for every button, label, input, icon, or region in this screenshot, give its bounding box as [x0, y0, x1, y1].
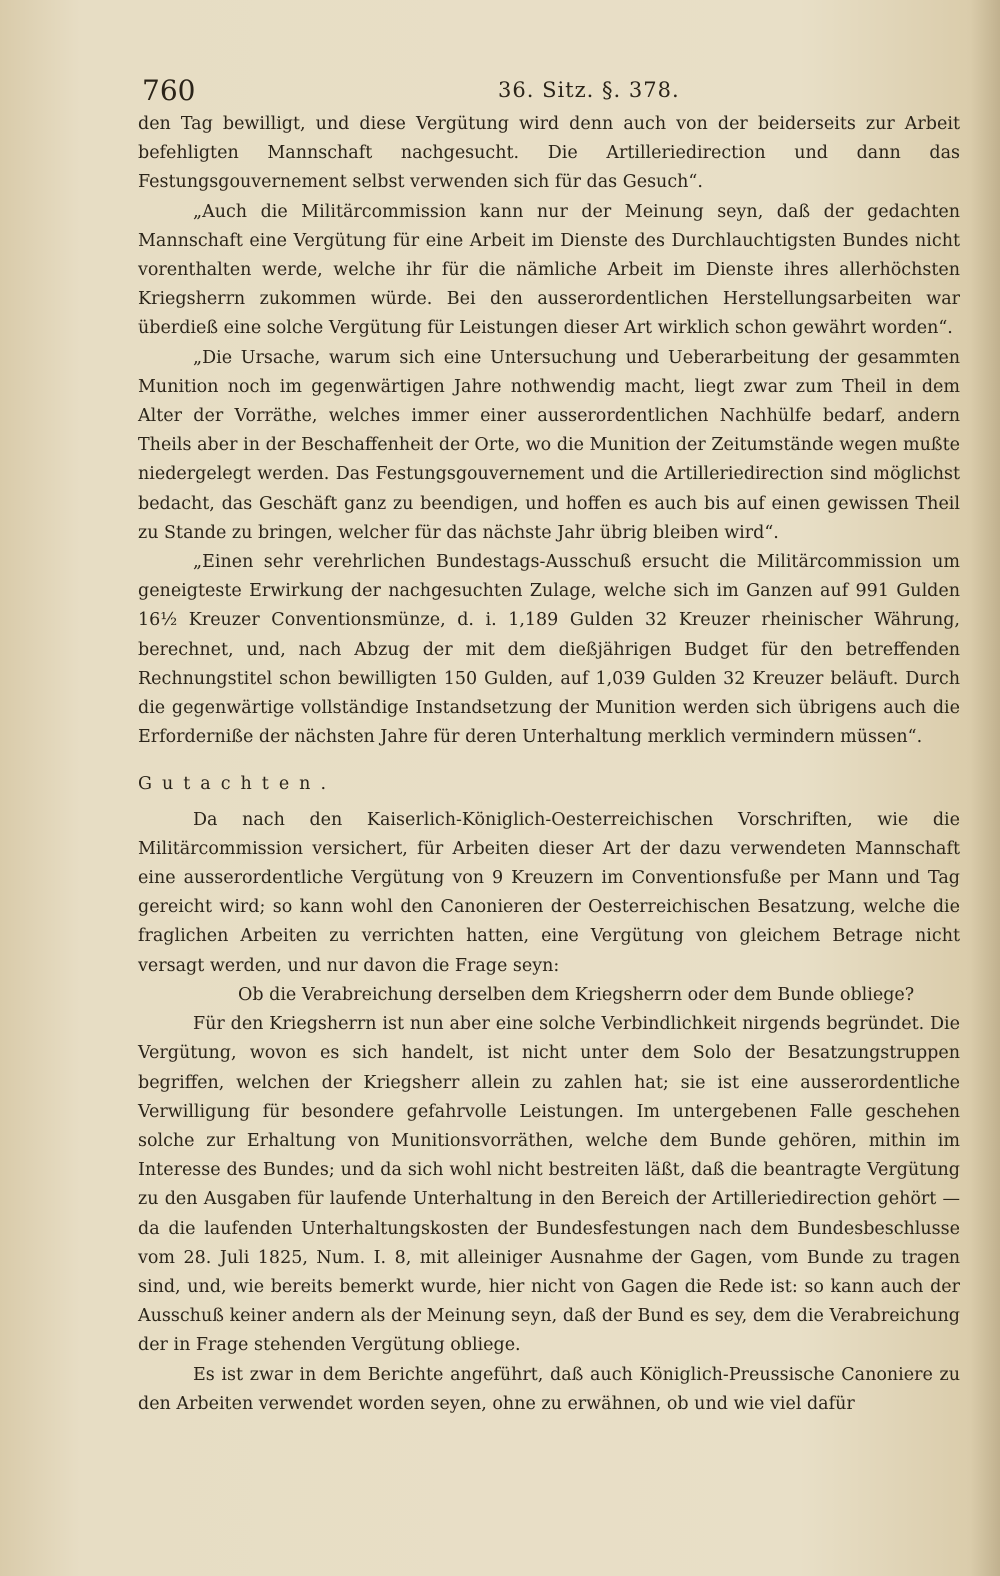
paragraph: „Einen sehr verehrlichen Bundestags-Ausschuß ersucht die Militärcommission um geneigteste Erwirkung der nachgesuchten Zulage, welche sich im Ganzen auf 991 Gulden 16½ Kreuzer Conventionsmünze, d. i. 1,189 Gulden 32 Kreuzer rheinischer Währung, berechnet, und, nach Abzug der mit dem dießjährigen Budget für den betreffenden Rechnungstitel schon bewilligten 150 Gulden, auf 1,039 Gulden 32 Kreuzer beläuft. Durch die gegenwärtige vollständige Instandsetzung der Munition werden sich übrigens auch die Erforderniße der nächsten Jahre für deren Unterhaltung merklich vermindern müssen“. — [138, 552, 960, 748]
paragraph: „Auch die Militärcommission kann nur der Meinung seyn, daß der gedachten Mannschaft eine Vergütung für eine Arbeit im Dienste des Durchlauchtigsten Bundes nicht vorenthalten werde, welche ihr für die nämliche Arbeit im Dienste ihres allerhöchsten Kriegsherrn zukommen würde. Bei den ausserordentlichen Herstellungsarbeiten war überdieß eine solche Vergütung für Leistungen dieser Art wirklich schon gewährt worden“. — [138, 201, 960, 339]
paragraph: Für den Kriegsherrn ist nun aber eine solche Verbindlichkeit nirgends begründet. Die Vergütung, wovon es sich handelt, ist nicht unter dem Solo der Besatzungstruppen begriffen, welchen der Kriegsherr allein zu zahlen hat; sie ist eine ausserordentliche Verwilligung für besondere gefahrvolle Leistungen. Im untergebenen Falle geschehen solche zur Erhaltung von Munitionsvorräthen, welche dem Bunde gehören, mithin im Interesse des Bundes; und da sich wohl nicht bestreiten läßt, daß die beantragte Vergütung zu den Ausgaben für laufende Unterhaltung in den Bereich der Artilleriedirection gehört — da die laufenden Unterhaltungskosten der Bundesfestungen nach dem Bundesbeschlusse vom 28. Juli 1825, Num. I. 8, mit alleiniger Ausnahme der Gagen, vom Bunde zu tragen sind, und, wie bereits bemerkt wurde, hier nicht von Gagen die Rede ist: so kann auch der Ausschuß keiner andern als der Meinung seyn, daß der Bund es sey, dem die Verabreichung der in Frage stehenden Vergütung obliege. — [138, 1014, 960, 1356]
paragraph: „Die Ursache, warum sich eine Untersuchung und Ueberarbeitung der gesammten Munition noch im gegenwärtigen Jahre nothwendig macht, liegt zwar zum Theil in dem Alter der Vorräthe, welches immer einer ausserordentlichen Nachhülfe bedarf, andern Theils aber in der Beschaffenheit der Orte, wo die Munition der Zeitumstände wegen mußte niedergelegt werden. Das Festungsgouvernement und die Artilleriedirection sind möglichst bedacht, das Geschäft ganz zu beendigen, und hoffen es auch bis auf einen gewissen Theil zu Stande zu bringen, welcher für das nächste Jahr übrig bleiben wird“. — [138, 347, 960, 543]
page-number: 760 — [142, 74, 196, 107]
paragraph: den Tag bewilligt, und diese Vergütung wird denn auch von der beiderseits zur Arbeit befehligten Mannschaft nachgesucht. Die Artilleriedirection und dann das Festungsgouvernement selbst verwenden sich für das Gesuch“. — [138, 114, 960, 193]
section-title: Gutachten. — [138, 774, 337, 795]
question-line: Ob die Verabreichung derselben dem Kriegsherrn oder dem Bunde obliege? — [238, 984, 915, 1005]
paragraph: Da nach den Kaiserlich-Königlich-Oesterreichischen Vorschriften, wie die Militärcommission versichert, für Arbeiten dieser Art der dazu verwendeten Mannschaft eine ausserordentliche Vergütung von 9 Kreuzern im Conventionsfuße per Mann und Tag gereicht wird; so kann wohl den Canonieren der Oesterreichischen Besatzung, welche die fraglichen Arbeiten zu verrichten hatten, eine Vergütung von gleichem Betrage nicht versagt werden, und nur davon die Frage seyn: — [138, 809, 960, 976]
body-text — [138, 110, 960, 1419]
paragraph: Es ist zwar in dem Berichte angeführt, daß auch Königlich-Preussische Canoniere zu den Arbeiten verwendet worden seyen, ohne zu erwähnen, ob und wie viel dafür — [138, 1364, 960, 1414]
running-head: 36. Sitz. §. 378. — [498, 78, 680, 102]
page-edge-shadow — [970, 0, 1000, 1576]
page-header — [138, 62, 960, 107]
